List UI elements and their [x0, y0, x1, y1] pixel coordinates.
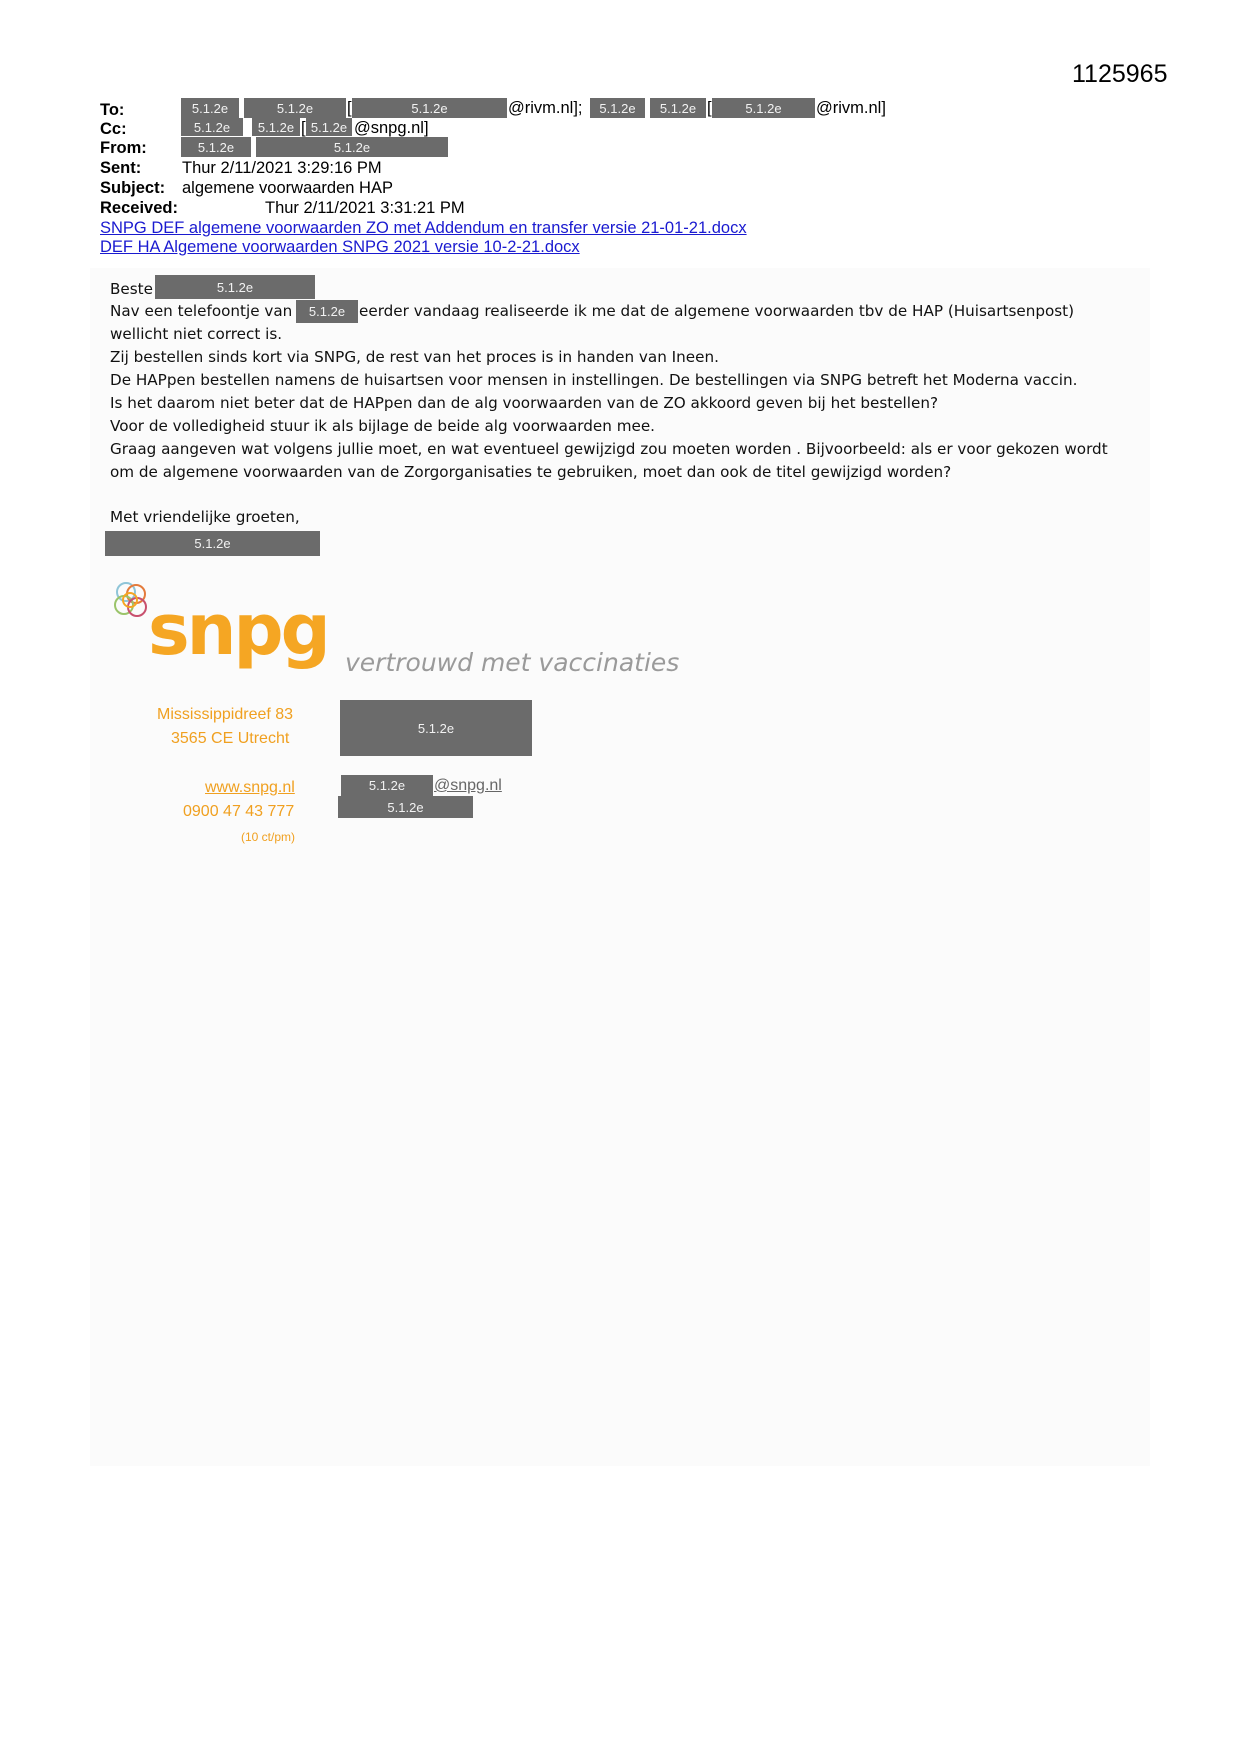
subject-value: algemene voorwaarden HAP	[182, 179, 393, 197]
redaction: 5.1.2e	[256, 137, 448, 157]
snpg-logo-text: snpg	[148, 589, 328, 671]
sent-value: Thur 2/11/2021 3:29:16 PM	[182, 159, 382, 177]
greeting: Beste	[110, 280, 153, 298]
redaction: 5.1.2e	[341, 775, 433, 796]
received-label: Received:	[100, 199, 178, 217]
body-line: De HAPpen bestellen namens de huisartsen voor mensen in instellingen. De bestellingen via SNPG betreft het Moderna vaccin.	[110, 371, 1078, 389]
phone-note: (10 ct/pm)	[241, 830, 296, 844]
to-fragment: @rivm.nl]	[816, 99, 886, 117]
website-link[interactable]: www.snpg.nl	[205, 779, 295, 796]
attachment-link[interactable]: SNPG DEF algemene voorwaarden ZO met Addendum en transfer versie 21-01-21.docx	[100, 219, 747, 237]
redaction: 5.1.2e	[340, 700, 532, 756]
redaction: 5.1.2e	[155, 275, 315, 299]
redaction: 5.1.2e	[181, 98, 239, 118]
redaction: 5.1.2e	[306, 118, 352, 136]
redaction: 5.1.2e	[352, 98, 507, 118]
attachment-link[interactable]: DEF HA Algemene voorwaarden SNPG 2021 versie 10-2-21.docx	[100, 238, 580, 256]
closing: Met vriendelijke groeten,	[110, 508, 300, 526]
body-line: Is het daarom niet beter dat de HAPpen dan de alg voorwaarden van de ZO akkoord geven bij het bestellen?	[110, 394, 939, 412]
redaction: 5.1.2e	[590, 98, 645, 118]
tagline: vertrouwd met vaccinaties	[345, 648, 680, 677]
address-line-2: 3565 CE Utrecht	[171, 730, 290, 747]
redaction: 5.1.2e	[296, 300, 358, 323]
body-line-1-start: Nav een telefoontje van	[110, 302, 293, 320]
to-label: To:	[100, 101, 125, 119]
redaction: 5.1.2e	[181, 137, 251, 157]
redaction: 5.1.2e	[181, 118, 243, 136]
to-fragment: @rivm.nl];	[508, 99, 583, 117]
to-fragment: [	[347, 99, 352, 117]
cc-fragment: @snpg.nl]	[354, 119, 429, 137]
email-suffix-link[interactable]: @snpg.nl	[434, 777, 502, 794]
redaction: 5.1.2e	[650, 98, 706, 118]
redaction: 5.1.2e	[338, 796, 473, 818]
to-fragment: [	[707, 99, 712, 117]
body-line: Graag aangeven wat volgens jullie moet, en wat eventueel gewijzigd zou moeten worden . Bijvoorbeeld: als er voor gekozen wordt	[110, 440, 1108, 458]
body-line: Zij bestellen sinds kort via SNPG, de rest van het proces is in handen van Ineen.	[110, 348, 719, 366]
from-label: From:	[100, 139, 147, 157]
body-line: Voor de volledigheid stuur ik als bijlage de beide alg voorwaarden mee.	[110, 417, 656, 435]
cc-fragment: [	[301, 119, 306, 137]
redaction: 5.1.2e	[252, 118, 300, 136]
body-line: wellicht niet correct is.	[110, 325, 283, 343]
document-number: 1125965	[1072, 60, 1168, 88]
phone-number: 0900 47 43 777	[183, 803, 295, 820]
address-line-1: Mississippidreef 83	[157, 706, 294, 723]
sent-label: Sent:	[100, 159, 142, 177]
redaction: 5.1.2e	[712, 98, 815, 118]
body-line: om de algemene voorwaarden van de Zorgorganisaties te gebruiken, moet dan ook de titel gewijzigd worden?	[110, 463, 952, 481]
redaction: 5.1.2e	[244, 98, 346, 118]
received-value: Thur 2/11/2021 3:31:21 PM	[265, 199, 465, 217]
redaction: 5.1.2e	[105, 531, 320, 556]
body-line-1-end: eerder vandaag realiseerde ik me dat de algemene voorwaarden tbv de HAP (Huisartsenpost)	[359, 302, 1075, 320]
cc-label: Cc:	[100, 120, 127, 138]
subject-label: Subject:	[100, 179, 166, 197]
